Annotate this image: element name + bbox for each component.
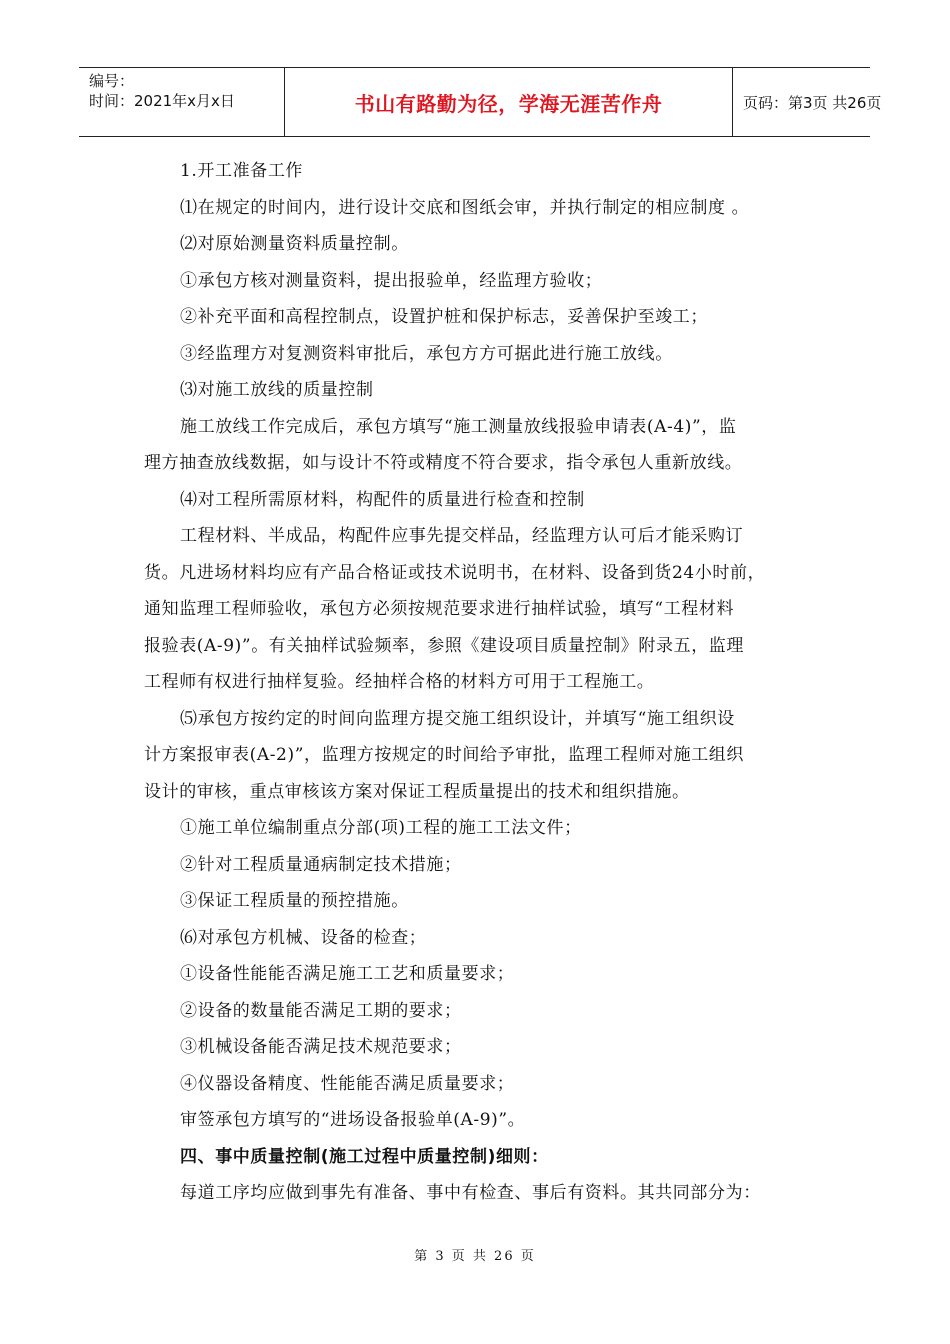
page-header bbox=[79, 67, 882, 137]
body-paragraph: ①施工单位编制重点分部(项)工程的施工工法文件； bbox=[180, 818, 582, 838]
header-motto: 书山有路勤为径，学海无涯苦作舟 bbox=[354, 91, 663, 116]
number-label: 编号： bbox=[89, 72, 135, 90]
body-paragraph: ③机械设备能否满足技术规范要求； bbox=[180, 1037, 462, 1057]
body-paragraph: ①承包方核对测量资料，提出报验单，经监理方验收； bbox=[180, 270, 603, 291]
header-page-info: 页码：第3页 共26页 bbox=[743, 93, 882, 112]
body-paragraph: 理方抽查放线数据，如与设计不符或精度不符合要求，指令承包人重新放线。 bbox=[144, 453, 743, 473]
body-paragraph: 货。凡进场材料均应有产品合格证或技术说明书，在材料、设备到货24小时前， bbox=[144, 562, 766, 583]
body-paragraph: 每道工序均应做到事先有准备、事中有检查、事后有资料。其共同部分为： bbox=[180, 1183, 761, 1203]
body-paragraph: 报验表(A-9)”。有关抽样试验频率，参照《建设项目质量控制》附录五，监理 bbox=[144, 635, 744, 656]
body-paragraph: ⑸承包方按约定的时间向监理方提交施工组织设计，并填写“施工组织设 bbox=[180, 708, 735, 729]
body-paragraph: ③经监理方对复测资料审批后，承包方方可据此进行施工放线。 bbox=[180, 343, 673, 364]
body-paragraph: ②针对工程质量通病制定技术措施； bbox=[180, 854, 462, 875]
body-paragraph: ⑹对承包方机械、设备的检查； bbox=[180, 927, 427, 948]
body-paragraph: ⑴在规定的时间内，进行设计交底和图纸会审，并执行制定的相应制度 。 bbox=[180, 197, 750, 218]
body-paragraph: 工程师有权进行抽样复验。经抽样合格的材料方可用于工程施工。 bbox=[144, 672, 655, 692]
body-paragraph: 设计的审核，重点审核该方案对保证工程质量提出的技术和组织措施。 bbox=[144, 781, 690, 802]
body-paragraph: 审签承包方填写的“进场设备报验单(A-9)”。 bbox=[180, 1110, 526, 1130]
body-paragraph: ①设备性能能否满足施工工艺和质量要求； bbox=[180, 964, 515, 984]
body-paragraph: ⑷对工程所需原材料，构配件的质量进行检查和控制 bbox=[180, 489, 585, 510]
body-paragraph: ③保证工程质量的预控措施。 bbox=[180, 891, 409, 911]
section-heading: 四、事中质量控制(施工过程中质量控制)细则： bbox=[180, 1146, 549, 1167]
body-paragraph: ④仪器设备精度、性能能否满足质量要求； bbox=[180, 1073, 515, 1094]
body-paragraph: ⑵对原始测量资料质量控制。 bbox=[180, 234, 409, 254]
body-paragraph: ②设备的数量能否满足工期的要求； bbox=[180, 1000, 462, 1021]
body-paragraph: 通知监理工程师验收，承包方必须按规范要求进行抽样试验，填写“工程材料 bbox=[144, 599, 735, 619]
page-footer: 第 3 页 共 26 页 bbox=[414, 1249, 536, 1264]
header-meta bbox=[79, 68, 284, 136]
document-body bbox=[144, 153, 822, 1212]
header-motto-cell bbox=[284, 68, 733, 136]
body-paragraph: 1.开工准备工作 bbox=[180, 161, 304, 181]
body-paragraph: ⑶对施工放线的质量控制 bbox=[180, 380, 374, 400]
body-paragraph: 工程材料、半成品，构配件应事先提交样品，经监理方认可后才能采购订 bbox=[180, 526, 744, 546]
date-label: 时间：2021年x月x日 bbox=[89, 92, 235, 110]
body-paragraph: 计方案报审表(A-2)”，监理方按规定的时间给予审批，监理工程师对施工组织 bbox=[144, 745, 744, 765]
body-paragraph: ②补充平面和高程控制点，设置护桩和保护标志，妥善保护至竣工； bbox=[180, 307, 708, 327]
body-paragraph: 施工放线工作完成后，承包方填写“施工测量放线报验申请表(A-4)”，监 bbox=[180, 416, 737, 437]
